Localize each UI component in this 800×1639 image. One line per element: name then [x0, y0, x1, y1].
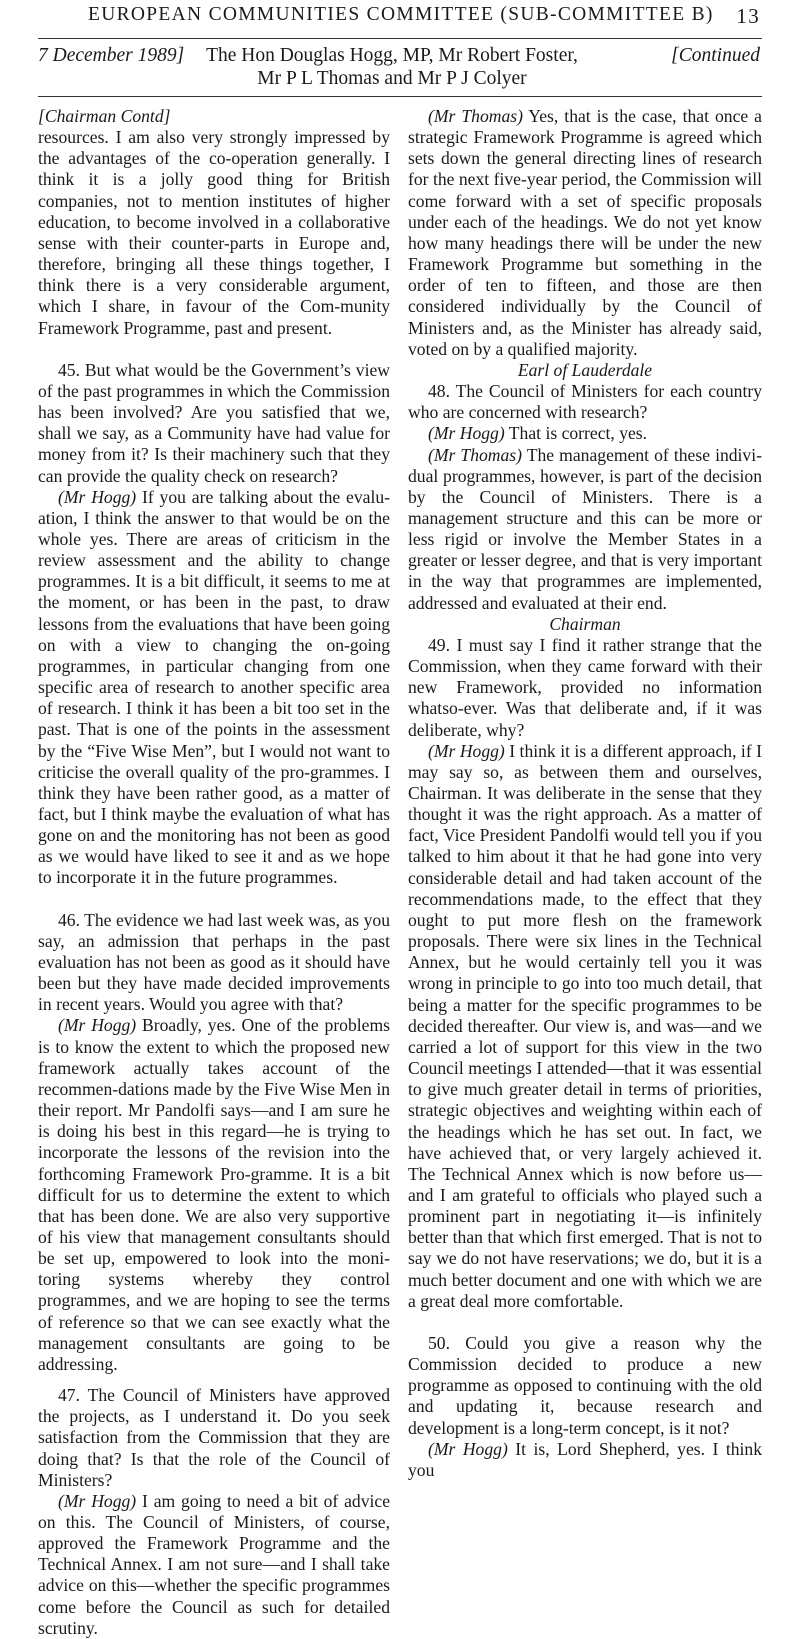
- answer-text: If you are talking about the evalu-ation, I think the answer to that would be on the whole yes. There are areas of criticism in the review assessment and the ability to change programmes. It is a bit difficult, it seems to me at the moment, or has been in the past, to draw lessons from the evaluations that have been going on with a view to changing the on-going programmes, in particular changing from one specific area of research to another specific area of research. I think it has been a bit too set in the past. That is one of the points in the assessment by the “Five Wise Men”, but I would not want to criticise the overall quality of the pro-grammes. I think they have been rather good, as a matter of fact, but I think maybe the evaluation of what has gone on and the monitoring has not been as good as we would have liked to see it and as we hope to incorporate it in the future programmes.: [38, 486, 390, 888]
- answer-47-thomas: [408, 106, 762, 360]
- speaker-label: (Mr Thomas): [428, 444, 523, 465]
- witness-rule: [38, 96, 762, 97]
- answer-48: [408, 423, 762, 444]
- question-48: 48. The Council of Ministers for each country who are concerned with research?: [408, 381, 762, 423]
- continued-label: [Continued: [671, 45, 760, 66]
- answer-45: [38, 487, 390, 889]
- session-date: 7 December 1989]: [38, 45, 185, 66]
- page-number: 13: [736, 4, 760, 28]
- speaker-label: (Mr Hogg): [428, 423, 505, 444]
- witness-names: [182, 44, 602, 90]
- answer-text: I am going to need a bit of advice on this. The Council of Ministers, of course, approved the Framework Programme and the Technical Annex. I am not sure—and I shall take advice on this—whether the specific programmes come before the Council as such for detailed scrutiny.: [38, 1490, 391, 1638]
- question-49: 49. I must say I find it rather strange that the Commission, when they came forward with their new Framework, provided no information whatso-ever. Was that deliberate and, if it was deliberate, why?: [408, 634, 762, 740]
- answer-text: I think it is a different approach, if I may say so, as between them and ourselves, Chairman. It was deliberate in the sense that they thought it was the right approach. As a matter of fact, Vice President Pandolfi would tell you if you talked to him about it that he had gone into very considerable detail and had taken account of the recommendations made, to the effect that they ought to put more flesh on the framework proposals. There were six lines in the Technical Annex, but he would certainly tell you it was wrong in principle to go into too much detail, that being a matter for the specific programmes to be decided thereafter. Our view is, and was—and we carried a lot of support for this view in the two Council meetings I attended—that it was essential to give much greater detail in terms of priorities, strategic objectives and weighting within each of the headings which he has set out. In fact, we have achieved that, or very largely achieved it. The Technical Annex which is now before us—and I am grateful to officials who played such a prominent part in negotiating it—is infinitely better than that which first emerged. That is not to say we do not have reservations; we do, but it is a much better document and one with which we are a great deal more comfortable.: [408, 740, 762, 1311]
- question-46: 46. The evidence we had last week was, as you say, an admission that perhaps in the past evaluation has not been as good as it should have been but they have made decided improvements in recent years. Would you agree with that?: [38, 909, 390, 1015]
- header-rule: [38, 38, 762, 39]
- answer-50: [408, 1439, 762, 1481]
- right-column: [408, 106, 762, 1481]
- left-column: [38, 106, 390, 1639]
- speaker-heading-lauderdale: Earl of Lauderdale: [517, 359, 653, 380]
- chairman-contd-label: [Chairman Contd]: [38, 106, 171, 126]
- paragraph-resources: resources. I am also very strongly impressed by the advantages of the co-operation generally. I think it is a jolly good thing for British companies, not to mention institutes of higher education, to become involved in a collaborative sense with their counter-parts in Europe and, therefore, bringing all these things together, I think there is a very considerable argument, which I share, in favour of the Com-munity Framework Programme, past and present.: [38, 127, 390, 338]
- speaker-label: (Mr Hogg): [428, 740, 505, 761]
- answer-48-thomas: [408, 445, 762, 614]
- speaker-label: (Mr Hogg): [58, 1490, 137, 1511]
- speaker-label: (Mr Hogg): [58, 1015, 137, 1036]
- answer-text: The management of these indivi-dual programmes, however, is part of the decision by the Council of Ministers. There is a management structure and this can be more or less rigid or involve the Member States in a greater or lesser degree, and that is very important in the way that programmes are implemented, addressed and evaluated at their end.: [408, 444, 762, 613]
- speaker-label: (Mr Thomas): [428, 106, 523, 126]
- answer-text: That is correct, yes.: [504, 423, 648, 444]
- answer-46: [38, 1015, 390, 1375]
- question-45: 45. But what would be the Government’s view of the past programmes in which the Commission has been involved? Are you satisfied that we, shall we say, as a Community have had value for money from it? Is their machinery such that they can provide the quality check on research?: [38, 359, 390, 486]
- speaker-label: (Mr Hogg): [58, 486, 137, 507]
- answer-text: It is, Lord Shepherd, yes. I think you: [408, 1438, 763, 1480]
- speaker-label: (Mr Hogg): [428, 1438, 508, 1459]
- speaker-heading-chairman: Chairman: [549, 613, 621, 634]
- answer-text: Yes, that is the case, that once a strategic Framework Programme is agreed which sets down the general directing lines of research for the next five-year period, the Commission will come forward with a set of specific proposals under each of the headings. We do not yet know how many headings there will be under the new Framework Programme but something in the order of ten to fifteen, and those are then considered individually by the Council of Ministers and, as the Minister has already said, voted on by a qualified majority.: [408, 106, 762, 359]
- witness-names-line2: Mr P L Thomas and Mr P J Colyer: [257, 68, 527, 89]
- witness-names-line1: The Hon Douglas Hogg, MP, Mr Robert Foster,: [206, 45, 578, 66]
- answer-47: [38, 1491, 390, 1639]
- question-47: 47. The Council of Ministers have approved the projects, as I understand it. Do you seek satisfaction from the Commission that they are doing that? Is that the role of the Council of Ministers?: [38, 1385, 390, 1490]
- committee-title: EUROPEAN COMMUNITIES COMMITTEE (SUB-COMMITTEE B): [88, 4, 714, 25]
- answer-text: Broadly, yes. One of the problems is to know the extent to which the proposed new framework actually takes account of the recommen-dations made by the Five Wise Men in their report. Mr Pandolfi says—and I am sure he is doing his best in this regard—he is trying to incorporate the lessons of the revision into the forthcoming Framework Pro-gramme. It is a bit difficult for us to determine the extent to which that has been done. We are also very supportive of his view that management consultants should be set up, empowered to look into the moni-toring systems whereby they control programmes, and we are hoping to see the terms of reference so that we can see exactly what the management consultants are going to be addressing.: [38, 1015, 390, 1374]
- answer-49: [408, 741, 762, 1312]
- question-50: 50. Could you give a reason why the Commission decided to produce a new programme as opposed to continuing with the old and updating it, because research and development is a long-term concept, is it not?: [408, 1332, 762, 1438]
